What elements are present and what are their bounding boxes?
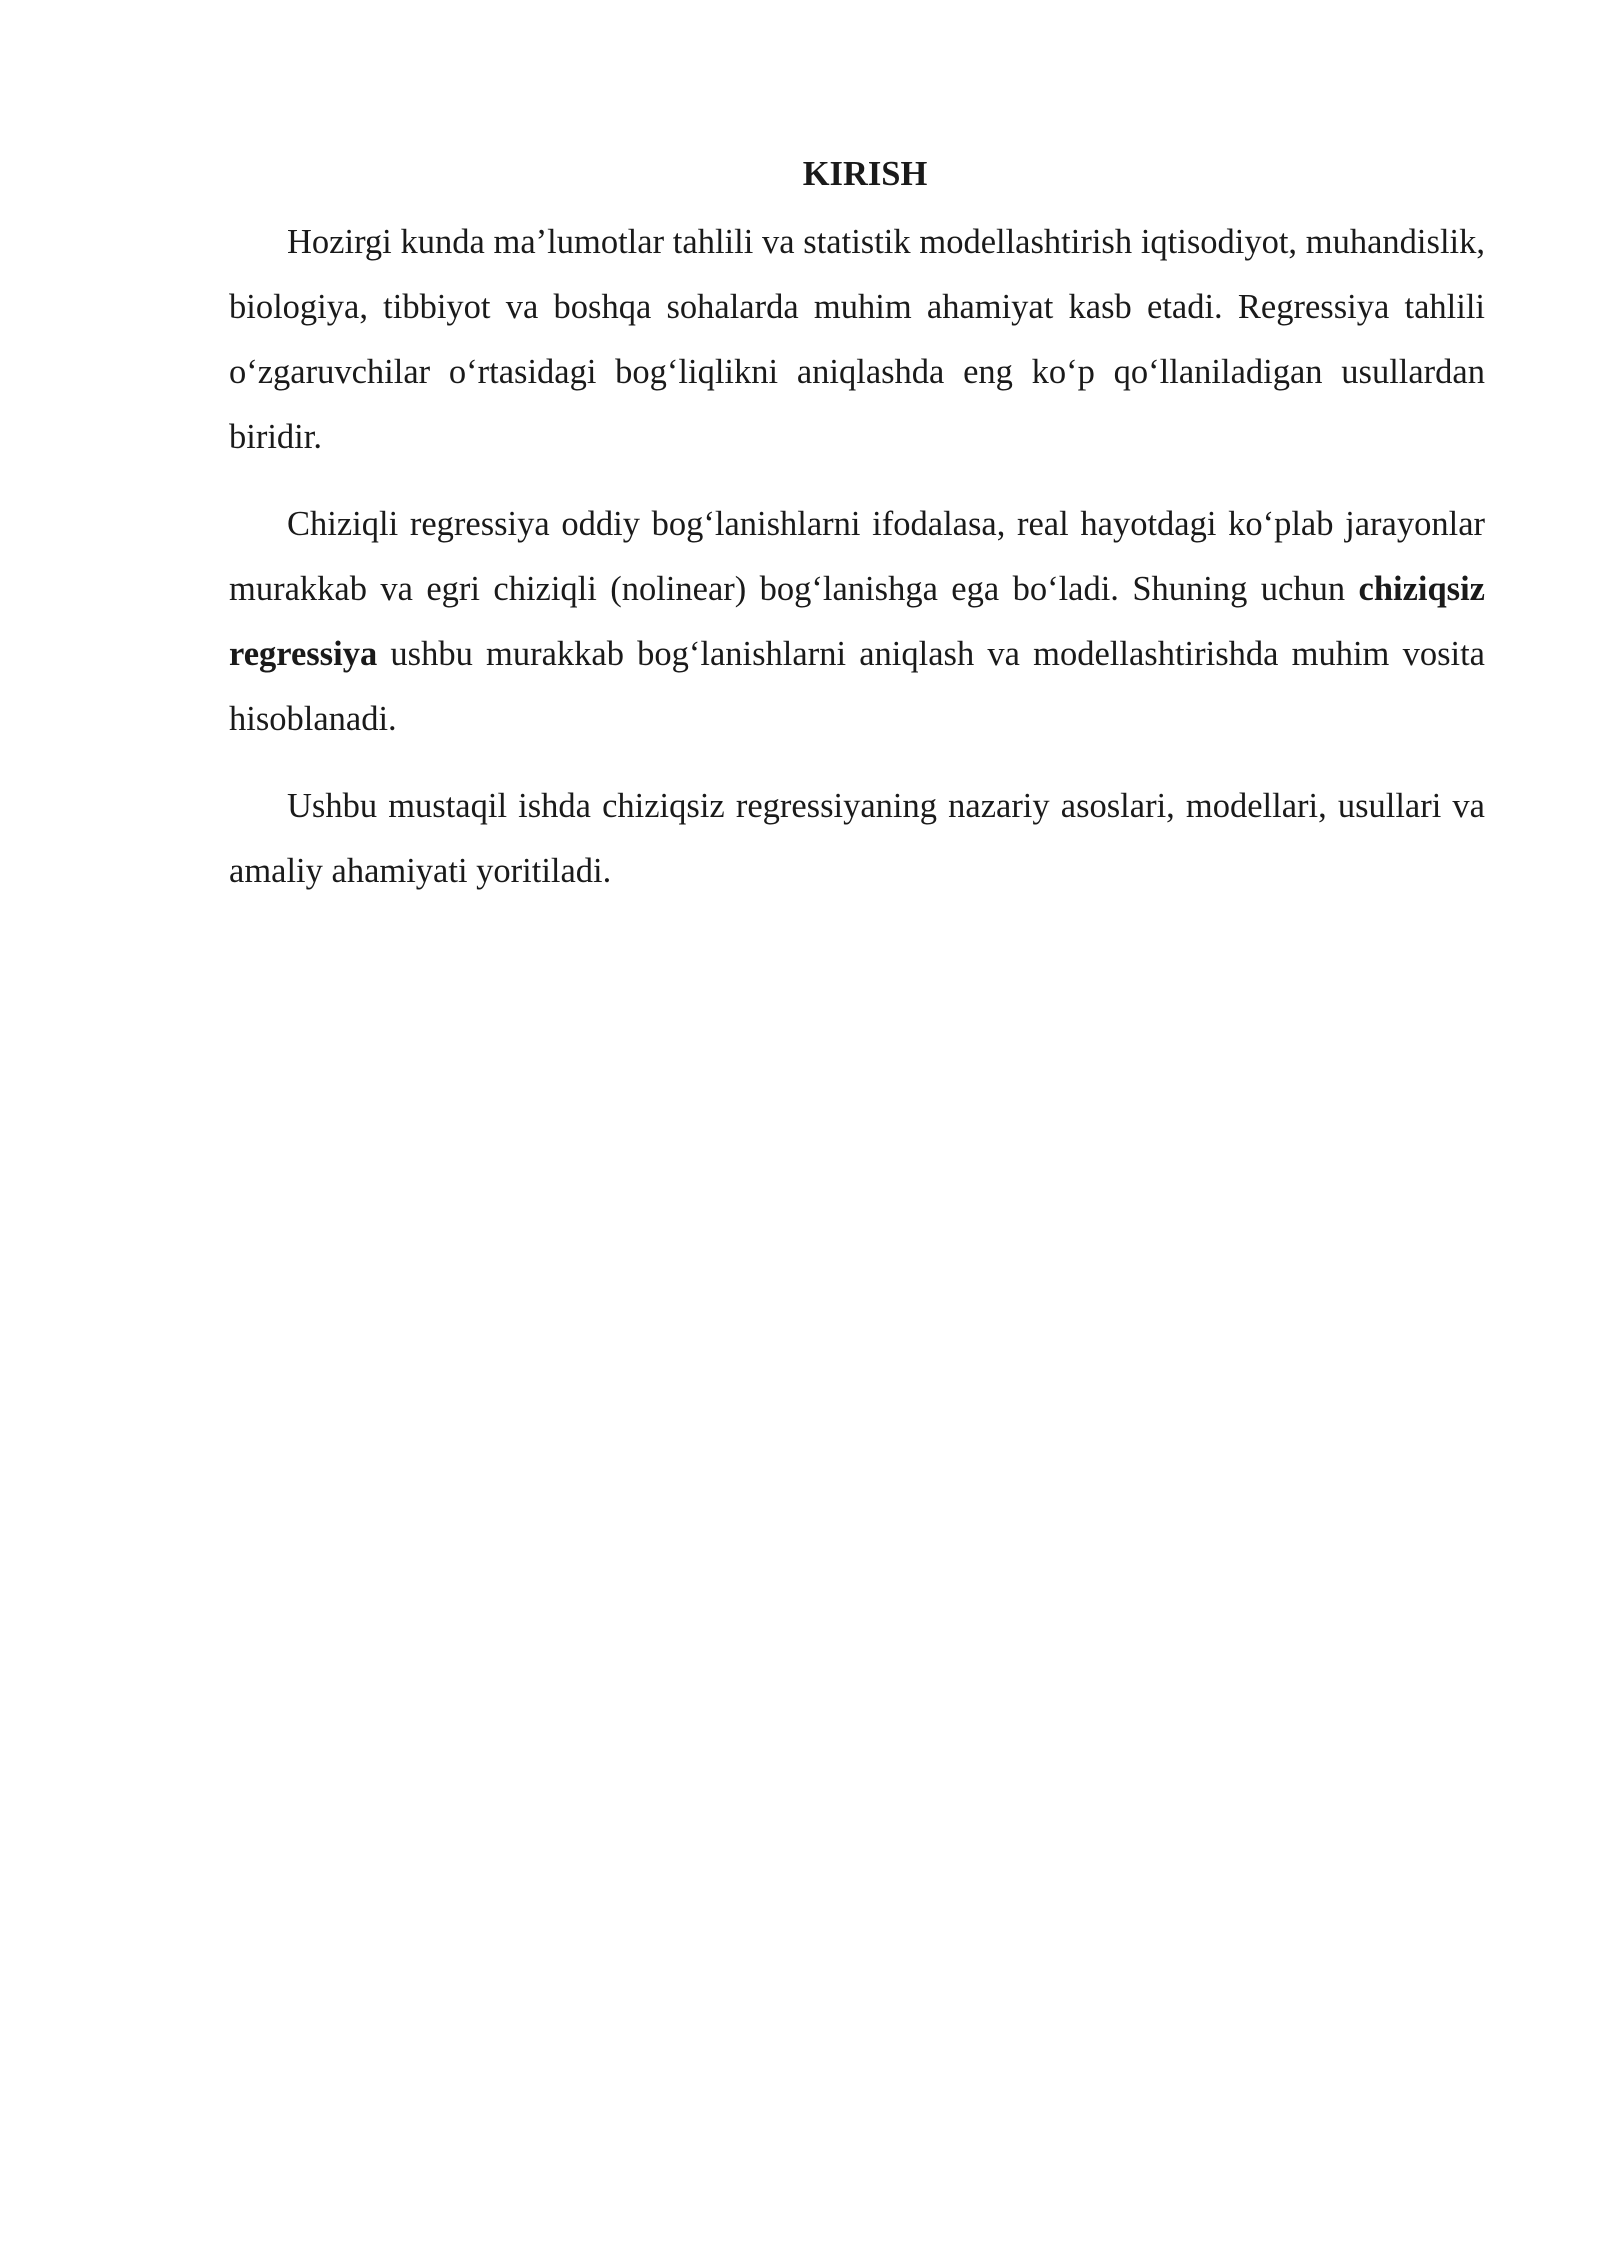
section-heading: KIRISH: [802, 155, 928, 193]
paragraph-intro: Hozirgi kunda ma’lumotlar tahlili va statistik modellashtirish iqtisodiyot, muhandislik, biologiya, tibbiyot va boshqa sohalarda muhim ahamiyat kasb etadi. Regressiya tahlili o‘zgaruvchilar o‘rtasidagi bog‘liqlikni aniqlashda eng ko‘p qo‘llaniladigan usullardan biridir.: [229, 223, 1485, 456]
paragraph-scope: Ushbu mustaqil ishda chiziqsiz regressiyaning nazariy asoslari, modellari, usullari va amaliy ahamiyati yoritiladi.: [229, 787, 1485, 890]
paragraph-nonlinear: [229, 492, 1485, 752]
paragraph-text: Chiziqli regressiya oddiy bog‘lanishlarni ifodalasa, real hayotdagi ko‘plab jarayonlar murakkab va egri chiziqli (nolinear) bog‘lanishga ega bo‘ladi. Shuning uchun: [229, 505, 1485, 608]
bold-term: chiziqsiz regressiya: [229, 570, 1485, 673]
paragraph-text: ushbu murakkab bog‘lanishlarni aniqlash va modellashtirishda muhim vosita hisoblanadi.: [229, 635, 1485, 738]
document-body: [229, 148, 1485, 926]
